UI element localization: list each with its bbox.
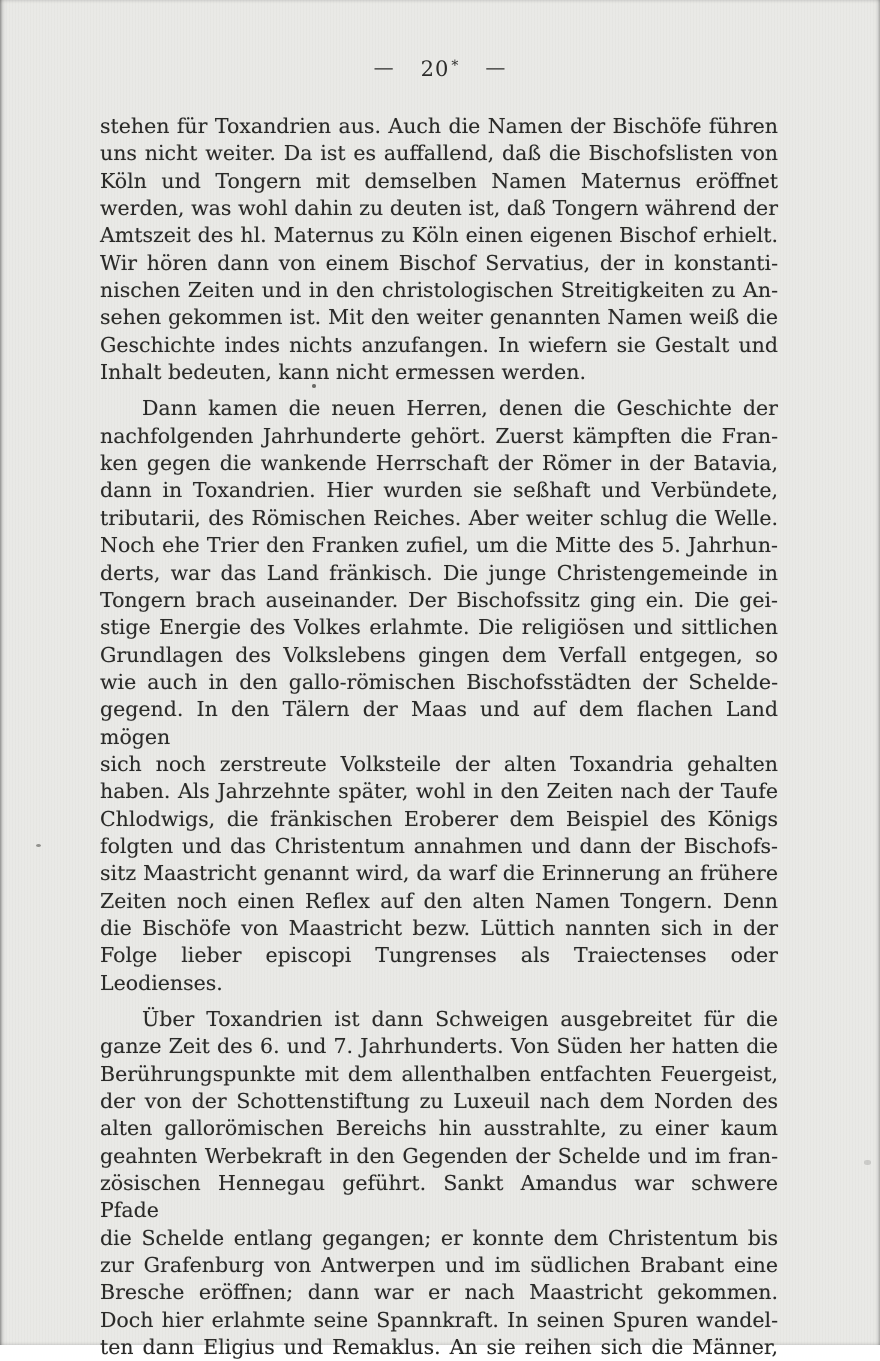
text-line: Köln und Tongern mit demselben Namen Maternus eröffnet — [100, 168, 778, 193]
text-line: Inhalt bedeuten, kann nicht ermessen werden. — [100, 360, 586, 385]
text-line: Noch ehe Trier den Franken zufiel, um die Mitte des 5. Jahrhun- — [100, 533, 778, 558]
text-block — [100, 113, 778, 1361]
text-line: Dann kamen die neuen Herren, denen die Geschichte der — [142, 396, 778, 421]
scan-speck — [312, 384, 316, 388]
page-header — [0, 57, 880, 81]
text-line: Amtszeit des hl. Maternus zu Köln einen eigenen Bischof erhielt. — [100, 223, 778, 248]
text-line: wie auch in den gallo-römischen Bischofsstädten der Schelde- — [100, 669, 778, 694]
text-line: Folge lieber episcopi Tungrenses als Traiectenses oder Leodienses. — [100, 943, 778, 995]
text-line: Tongern brach auseinander. Der Bischofssitz ging ein. Die gei- — [100, 587, 778, 612]
paragraph — [100, 1006, 778, 1361]
text-line: stehen für Toxandrien aus. Auch die Namen der Bischöfe führen — [100, 114, 778, 138]
text-line: geahnten Werbekraft in den Gegenden der Schelde und im fran- — [100, 1143, 778, 1168]
text-line: ganze Zeit des 6. und 7. Jahrhunderts. Von Süden her hatten die — [100, 1034, 778, 1059]
scan-speck — [864, 1160, 871, 1165]
text-line: die Schelde entlang gegangen; er konnte dem Christentum bis — [100, 1225, 778, 1250]
text-line: Über Toxandrien ist dann Schweigen ausgebreitet für die — [142, 1007, 778, 1031]
text-line: sitz Maastricht genannt wird, da warf die Erinnerung an frühere — [100, 861, 778, 886]
text-line: tributarii, des Römischen Reiches. Aber weiter schlug die Welle. — [100, 505, 778, 530]
page-left-edge-shadow — [0, 0, 3, 1345]
text-line: Chlodwigs, die fränkischen Eroberer dem Beispiel des Königs — [100, 806, 778, 831]
text-line: sehen gekommen ist. Mit den weiter genannten Namen weiß die — [100, 305, 778, 330]
text-line: der von der Schottenstiftung zu Luxeuil nach dem Norden des — [100, 1089, 778, 1114]
text-line: alten gallorömischen Bereichs hin ausstrahlte, zu einer kaum — [100, 1116, 778, 1141]
text-line: zur Grafenburg von Antwerpen und im südlichen Brabant eine — [100, 1253, 778, 1278]
text-line: Doch hier erlahmte seine Spannkraft. In seinen Spuren wandel- — [100, 1307, 778, 1332]
text-line: Bresche eröffnen; dann war er nach Maastricht gekommen. — [100, 1280, 778, 1305]
text-line: Wir hören dann von einem Bischof Servatius, der in konstanti- — [100, 250, 778, 275]
text-line: nischen Zeiten und in den christologischen Streitigkeiten zu An- — [100, 278, 778, 303]
text-line: stige Energie des Volkes erlahmte. Die religiösen und sittlichen — [100, 615, 778, 640]
header-dash-right: — — [485, 55, 507, 79]
text-line: die Bischöfe von Maastricht bezw. Lüttich nannten sich in der — [100, 915, 778, 940]
text-line: zösischen Hennegau geführt. Sankt Amandus war schwere Pfade — [100, 1171, 778, 1223]
text-line: Grundlagen des Volkslebens gingen dem Verfall entgegen, so — [100, 642, 778, 667]
page-number: 20 — [420, 57, 450, 81]
text-line: folgten und das Christentum annahmen und dann der Bischofs- — [100, 833, 778, 858]
scan-speck — [36, 844, 41, 847]
text-line: Zeiten noch einen Reflex auf den alten Namen Tongern. Denn — [100, 888, 778, 913]
text-line: gegend. In den Tälern der Maas und auf dem flachen Land mögen — [100, 697, 778, 749]
text-line: Geschichte indes nichts anzufangen. In wiefern sie Gestalt und — [100, 332, 778, 357]
text-line: derts, war das Land fränkisch. Die junge Christengemeinde in — [100, 560, 778, 585]
header-dash-left: — — [373, 55, 395, 79]
text-line: uns nicht weiter. Da ist es auffallend, daß die Bischofslisten von — [100, 141, 778, 166]
paragraph — [100, 113, 778, 386]
text-line: werden, was wohl dahin zu deuten ist, daß Tongern während der — [100, 196, 778, 221]
text-line: ken gegen die wankende Herrschaft der Römer in der Batavia, — [100, 451, 778, 476]
text-line: ten dann Eligius und Remaklus. An sie reihen sich die Männer, — [100, 1335, 778, 1360]
paragraph — [100, 395, 778, 997]
text-line: Berührungspunkte mit dem allenthalben entfachten Feuergeist, — [100, 1061, 778, 1086]
text-line: sich noch zerstreute Volksteile der alten Toxandria gehalten — [100, 751, 778, 776]
text-line: nachfolgenden Jahrhunderte gehört. Zuerst kämpften die Fran- — [100, 423, 778, 448]
text-line: haben. Als Jahrzehnte später, wohl in den Zeiten nach der Taufe — [100, 779, 778, 804]
text-line: dann in Toxandrien. Hier wurden sie seßhaft und Verbündete, — [100, 478, 778, 503]
page-number-asterisk: * — [451, 58, 460, 74]
